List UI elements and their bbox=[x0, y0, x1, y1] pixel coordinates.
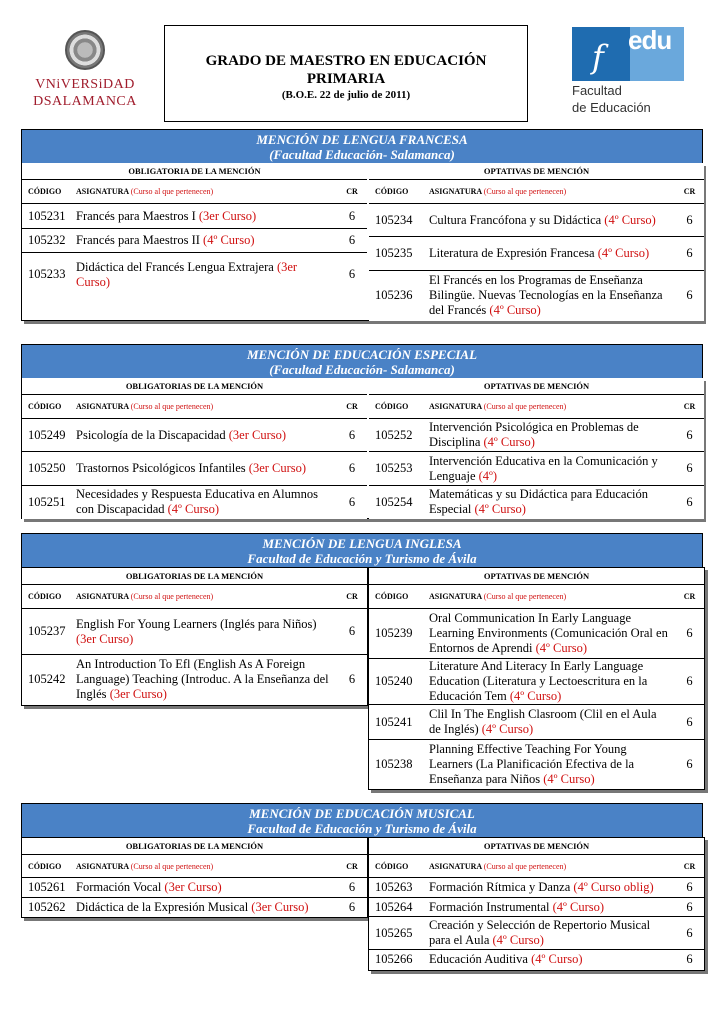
table-row bbox=[369, 740, 704, 789]
subject-header-label: ASIGNATURA bbox=[76, 861, 129, 871]
subject-credits: 6 bbox=[675, 898, 704, 917]
subject-name-cell bbox=[425, 486, 675, 519]
subject-name: Trastornos Psicológicos Infantiles bbox=[76, 461, 246, 475]
table-row bbox=[369, 452, 704, 486]
subject-course: (4º Curso) bbox=[531, 952, 583, 967]
subject-name-cell bbox=[425, 237, 675, 271]
table-row bbox=[369, 271, 704, 321]
subject-code: 105234 bbox=[369, 204, 425, 237]
table-row bbox=[369, 878, 704, 898]
right-category-label: OPTATIVAS DE MENCIÓN bbox=[369, 378, 704, 395]
code-column-header: CÓDIGO bbox=[369, 855, 425, 878]
subject-name-cell bbox=[72, 253, 337, 297]
subject-name: Formación Vocal bbox=[76, 880, 162, 894]
subject-column-header bbox=[425, 180, 675, 204]
cr-column-header: CR bbox=[675, 855, 704, 878]
subject-header-label: ASIGNATURA bbox=[76, 402, 129, 411]
subject-course: (4º Curso) bbox=[543, 771, 595, 786]
left-category-label: OBLIGATORIAS DE LA MENCIÓN bbox=[22, 378, 367, 395]
mention-subtitle: Facultad de Educación y Turismo de Ávila bbox=[247, 821, 477, 836]
subject-course: (4º) bbox=[478, 468, 498, 483]
subject-course: (4º Curso oblig) bbox=[573, 880, 654, 894]
right-subjects-table bbox=[368, 567, 705, 790]
subject-course: (3er Curso) bbox=[76, 259, 298, 289]
edu-logo-text: edu bbox=[628, 25, 672, 55]
subject-header-label: ASIGNATURA bbox=[429, 592, 482, 601]
code-column-header: CÓDIGO bbox=[369, 585, 425, 609]
subject-name: Psicología de la Discapacidad bbox=[76, 427, 226, 442]
subject-course: (4º Curso) bbox=[167, 502, 220, 517]
subject-name-cell bbox=[425, 271, 675, 321]
subject-header-label: ASIGNATURA bbox=[76, 592, 129, 601]
subject-credits: 6 bbox=[675, 917, 704, 950]
subject-name-cell bbox=[425, 917, 675, 950]
subject-credits: 6 bbox=[675, 659, 704, 705]
faculty-name-line1: Facultad bbox=[572, 83, 622, 98]
subject-header-note: (Curso al que pertenecen) bbox=[483, 861, 567, 871]
left-subjects-table bbox=[22, 163, 367, 297]
subject-name-cell bbox=[72, 898, 337, 917]
subject-credits: 6 bbox=[337, 486, 367, 519]
mention-title: MENCIÓN DE EDUCACIÓN ESPECIAL bbox=[246, 347, 478, 362]
code-column-header: CÓDIGO bbox=[22, 395, 72, 419]
subject-name: Intervención Educativa en la Comunicación y Lenguaje bbox=[429, 453, 658, 483]
mention-subtitle: (Facultad Educación- Salamanca) bbox=[269, 147, 455, 162]
left-subjects-table bbox=[21, 567, 368, 706]
subject-name-cell bbox=[72, 419, 337, 452]
title-line2: PRIMARIA bbox=[306, 71, 386, 87]
subject-course: (4º Curso) bbox=[492, 933, 544, 947]
subject-code: 105254 bbox=[369, 486, 425, 519]
subject-name: Necesidades y Respuesta Educativa en Alumnos con Discapacidad bbox=[76, 487, 318, 517]
title-line1: GRADO DE MAESTRO EN EDUCACIÓN bbox=[205, 53, 487, 69]
subject-header-note: (Curso al que pertenecen) bbox=[483, 187, 567, 196]
subject-name-cell bbox=[72, 229, 337, 253]
subject-name: English For Young Learners (Inglés para Niños) bbox=[76, 616, 317, 631]
subject-name-cell bbox=[72, 452, 337, 486]
subject-code: 105249 bbox=[22, 419, 72, 452]
subject-name-cell bbox=[425, 705, 675, 740]
right-subjects-table bbox=[369, 378, 704, 519]
subject-name-cell bbox=[72, 486, 337, 519]
subject-credits: 6 bbox=[675, 740, 704, 789]
subject-name-cell bbox=[72, 204, 337, 229]
cr-column-header: CR bbox=[337, 855, 367, 878]
mention-section bbox=[21, 803, 703, 967]
mention-section bbox=[21, 533, 703, 786]
mention-title: MENCIÓN DE LENGUA FRANCESA bbox=[256, 132, 468, 147]
subject-header-label: ASIGNATURA bbox=[76, 187, 129, 196]
table-row bbox=[369, 917, 704, 950]
mention-subtitle: (Facultad Educación- Salamanca) bbox=[269, 362, 455, 377]
subject-name-cell bbox=[425, 898, 675, 917]
subject-name: Formación Instrumental bbox=[429, 899, 550, 914]
subject-course: (4º Curso) bbox=[552, 899, 605, 914]
university-logo bbox=[30, 30, 140, 120]
subject-name-cell bbox=[72, 655, 337, 705]
table-row bbox=[22, 486, 367, 519]
mention-banner bbox=[21, 803, 703, 837]
faculty-logo bbox=[572, 27, 684, 117]
subject-name-cell bbox=[72, 609, 337, 655]
subject-credits: 6 bbox=[675, 705, 704, 740]
subject-code: 105264 bbox=[369, 898, 425, 917]
subject-code: 105238 bbox=[369, 740, 425, 789]
subject-name: Clil In The English Clasroom (Clil en el Aula de Inglés) bbox=[429, 707, 657, 736]
title-boe: (B.O.E. 22 de julio de 2011) bbox=[281, 89, 411, 101]
subject-credits: 6 bbox=[675, 950, 704, 970]
subject-name: Francés para Maestros II bbox=[76, 233, 200, 247]
mention-columns bbox=[21, 837, 703, 967]
university-seal-icon bbox=[65, 30, 105, 70]
subject-name: Didáctica de la Expresión Musical bbox=[76, 899, 249, 914]
subject-name: Matemáticas y su Didáctica para Educación Especial bbox=[429, 487, 649, 517]
subject-header-note: (Curso al que pertenecen) bbox=[130, 187, 214, 196]
subject-course: (3er Curso) bbox=[76, 631, 134, 646]
subject-code: 105233 bbox=[22, 253, 72, 297]
mention-columns bbox=[21, 567, 703, 786]
subject-header-label: ASIGNATURA bbox=[429, 187, 482, 196]
subject-code: 105242 bbox=[22, 655, 72, 705]
subject-name: Planning Effective Teaching For Young Learners (La Planificación Efectiva de la Enseñanza para Niños bbox=[429, 741, 635, 786]
subject-credits: 6 bbox=[337, 878, 367, 898]
mention-section bbox=[21, 129, 703, 321]
mention-section bbox=[21, 344, 703, 519]
table-row bbox=[369, 609, 704, 659]
table-row bbox=[369, 486, 704, 519]
mention-columns bbox=[21, 163, 703, 321]
subject-course: (4º Curso) bbox=[509, 689, 562, 703]
left-subjects-table bbox=[22, 378, 367, 519]
subject-code: 105235 bbox=[369, 237, 425, 271]
mention-banner bbox=[21, 533, 703, 567]
subject-code: 105241 bbox=[369, 705, 425, 740]
right-subjects-table bbox=[369, 163, 704, 321]
code-column-header: CÓDIGO bbox=[22, 855, 72, 878]
table-row bbox=[22, 878, 367, 898]
mention-banner bbox=[21, 344, 703, 378]
subject-course: (4º Curso) bbox=[489, 303, 541, 318]
subject-credits: 6 bbox=[675, 452, 704, 486]
subject-header-note: (Curso al que pertenecen) bbox=[483, 592, 567, 601]
subject-code: 105239 bbox=[369, 609, 425, 659]
table-row bbox=[22, 204, 367, 229]
subject-code: 105250 bbox=[22, 452, 72, 486]
subject-column-header bbox=[72, 585, 337, 609]
subject-name: An Introduction To Efl (English As A Foreign Language) Teaching (Introduc. A la Enseñanza del Inglés bbox=[76, 657, 329, 702]
subject-course: (3er Curso) bbox=[198, 208, 257, 223]
cr-column-header: CR bbox=[337, 585, 367, 609]
right-subjects-table bbox=[368, 837, 705, 971]
table-row bbox=[369, 898, 704, 917]
subject-code: 105262 bbox=[22, 898, 72, 917]
table-row bbox=[369, 419, 704, 452]
subject-credits: 6 bbox=[337, 419, 367, 452]
subject-name-cell bbox=[72, 878, 337, 898]
table-row bbox=[22, 655, 367, 705]
subject-course: (4º Curso) bbox=[535, 641, 588, 655]
subject-credits: 6 bbox=[337, 609, 367, 655]
subject-name-cell bbox=[425, 609, 675, 659]
left-category-label: OBLIGATORIAS DE LA MENCIÓN bbox=[22, 838, 367, 855]
subject-header-note: (Curso al que pertenecen) bbox=[130, 861, 214, 871]
subject-code: 105261 bbox=[22, 878, 72, 898]
subject-credits: 6 bbox=[675, 271, 704, 321]
subject-name-cell bbox=[425, 950, 675, 970]
subject-credits: 6 bbox=[337, 229, 367, 253]
subject-name: Intervención Psicológica en Problemas de Disciplina bbox=[429, 420, 639, 449]
subject-course: (3er Curso) bbox=[228, 427, 287, 442]
table-row bbox=[22, 253, 367, 297]
code-column-header: CÓDIGO bbox=[369, 180, 425, 204]
left-subjects-table bbox=[21, 837, 368, 918]
subject-course: (4º Curso) bbox=[483, 435, 535, 449]
subject-credits: 6 bbox=[675, 609, 704, 659]
university-name-line2: DSALAMANCA bbox=[33, 94, 137, 109]
subject-code: 105251 bbox=[22, 486, 72, 519]
subject-column-header bbox=[72, 180, 337, 204]
subject-credits: 6 bbox=[675, 204, 704, 237]
subject-name-cell bbox=[425, 204, 675, 237]
subject-name-cell bbox=[425, 878, 675, 898]
subject-course: (3er Curso) bbox=[164, 880, 222, 894]
subject-column-header bbox=[425, 855, 675, 878]
subject-code: 105237 bbox=[22, 609, 72, 655]
table-row bbox=[22, 898, 367, 917]
subject-course: (3er Curso) bbox=[251, 899, 309, 914]
subject-name: Formación Rítmica y Danza bbox=[429, 880, 571, 894]
subject-header-label: ASIGNATURA bbox=[429, 861, 482, 871]
subject-code: 105253 bbox=[369, 452, 425, 486]
table-row bbox=[369, 659, 704, 705]
subject-code: 105263 bbox=[369, 878, 425, 898]
edu-logo-icon bbox=[572, 27, 684, 81]
subject-credits: 6 bbox=[675, 419, 704, 452]
table-row bbox=[22, 229, 367, 253]
subject-code: 105265 bbox=[369, 917, 425, 950]
faculty-name-line2: de Educación bbox=[572, 100, 651, 115]
subject-name: Cultura Francófona y su Didáctica bbox=[429, 212, 602, 227]
code-column-header: CÓDIGO bbox=[22, 180, 72, 204]
subject-name: Creación y Selección de Repertorio Musical para el Aula bbox=[429, 918, 651, 947]
mention-columns bbox=[21, 378, 703, 519]
subject-course: (4º Curso) bbox=[604, 212, 656, 227]
right-category-label: OPTATIVAS DE MENCIÓN bbox=[369, 568, 704, 585]
cr-column-header: CR bbox=[675, 585, 704, 609]
code-column-header: CÓDIGO bbox=[369, 395, 425, 419]
subject-course: (4º Curso) bbox=[597, 246, 650, 260]
table-row bbox=[369, 237, 704, 271]
subject-header-note: (Curso al que pertenecen) bbox=[483, 402, 567, 411]
subject-credits: 6 bbox=[337, 452, 367, 486]
subject-column-header bbox=[425, 585, 675, 609]
subject-name-cell bbox=[425, 659, 675, 705]
subject-code: 105236 bbox=[369, 271, 425, 321]
subject-name-cell bbox=[425, 419, 675, 452]
cr-column-header: CR bbox=[337, 395, 367, 419]
right-category-label: OPTATIVAS DE MENCIÓN bbox=[369, 163, 704, 180]
subject-name-cell bbox=[425, 452, 675, 486]
left-category-label: OBLIGATORIA DE LA MENCIÓN bbox=[22, 163, 367, 180]
subject-code: 105232 bbox=[22, 229, 72, 253]
table-row bbox=[22, 609, 367, 655]
mention-banner bbox=[21, 129, 703, 163]
subject-course: (3er Curso) bbox=[109, 687, 167, 702]
subject-name: Francés para Maestros I bbox=[76, 208, 196, 223]
subject-header-note: (Curso al que pertenecen) bbox=[130, 592, 214, 601]
edu-logo-letter: f bbox=[592, 38, 604, 76]
table-row bbox=[22, 419, 367, 452]
subject-name: El Francés en los Programas de Enseñanza Bilingüe. Nuevas Tecnologías en la Enseñanza del Francés bbox=[429, 273, 663, 318]
subject-code: 105240 bbox=[369, 659, 425, 705]
cr-column-header: CR bbox=[337, 180, 367, 204]
cr-column-header: CR bbox=[675, 395, 704, 419]
subject-column-header bbox=[72, 395, 337, 419]
subject-credits: 6 bbox=[337, 898, 367, 917]
subject-course: (3er Curso) bbox=[248, 461, 307, 475]
subject-name: Educación Auditiva bbox=[429, 952, 528, 967]
code-column-header: CÓDIGO bbox=[22, 585, 72, 609]
subject-credits: 6 bbox=[337, 655, 367, 705]
subject-credits: 6 bbox=[675, 237, 704, 271]
subject-credits: 6 bbox=[675, 486, 704, 519]
subject-credits: 6 bbox=[337, 253, 367, 297]
table-row bbox=[369, 950, 704, 970]
document-title-box bbox=[164, 25, 528, 122]
subject-course: (4º Curso) bbox=[203, 233, 255, 247]
subject-course: (4º Curso) bbox=[474, 502, 526, 517]
table-row bbox=[22, 452, 367, 486]
subject-code: 105231 bbox=[22, 204, 72, 229]
subject-name: Oral Communication In Early Language Learning Environments (Comunicación Oral en Entornos de Aprendi bbox=[429, 611, 668, 655]
cr-column-header: CR bbox=[675, 180, 704, 204]
subject-credits: 6 bbox=[675, 878, 704, 898]
subject-code: 105252 bbox=[369, 419, 425, 452]
subject-credits: 6 bbox=[337, 204, 367, 229]
subject-column-header bbox=[72, 855, 337, 878]
mention-title: MENCIÓN DE LENGUA INGLESA bbox=[262, 536, 462, 551]
table-row bbox=[369, 705, 704, 740]
subject-name: Literature And Literacy In Early Language Education (Literatura y Lectoescritura en la Educación Tem bbox=[429, 659, 648, 703]
left-category-label: OBLIGATORIAS DE LA MENCIÓN bbox=[22, 568, 367, 585]
mention-subtitle: Facultad de Educación y Turismo de Ávila bbox=[247, 551, 477, 566]
subject-code: 105266 bbox=[369, 950, 425, 970]
table-row bbox=[369, 204, 704, 237]
mention-title: MENCIÓN DE EDUCACIÓN MUSICAL bbox=[249, 806, 475, 821]
subject-column-header bbox=[425, 395, 675, 419]
university-name-line1: VNiVERSiDAD bbox=[35, 77, 135, 92]
subject-name: Didáctica del Francés Lengua Extrajera bbox=[76, 259, 274, 274]
subject-name: Literatura de Expresión Francesa bbox=[429, 246, 595, 260]
subject-header-note: (Curso al que pertenecen) bbox=[130, 402, 214, 411]
subject-name-cell bbox=[425, 740, 675, 789]
subject-header-label: ASIGNATURA bbox=[429, 402, 482, 411]
subject-course: (4º Curso) bbox=[481, 722, 534, 736]
right-category-label: OPTATIVAS DE MENCIÓN bbox=[369, 838, 704, 855]
